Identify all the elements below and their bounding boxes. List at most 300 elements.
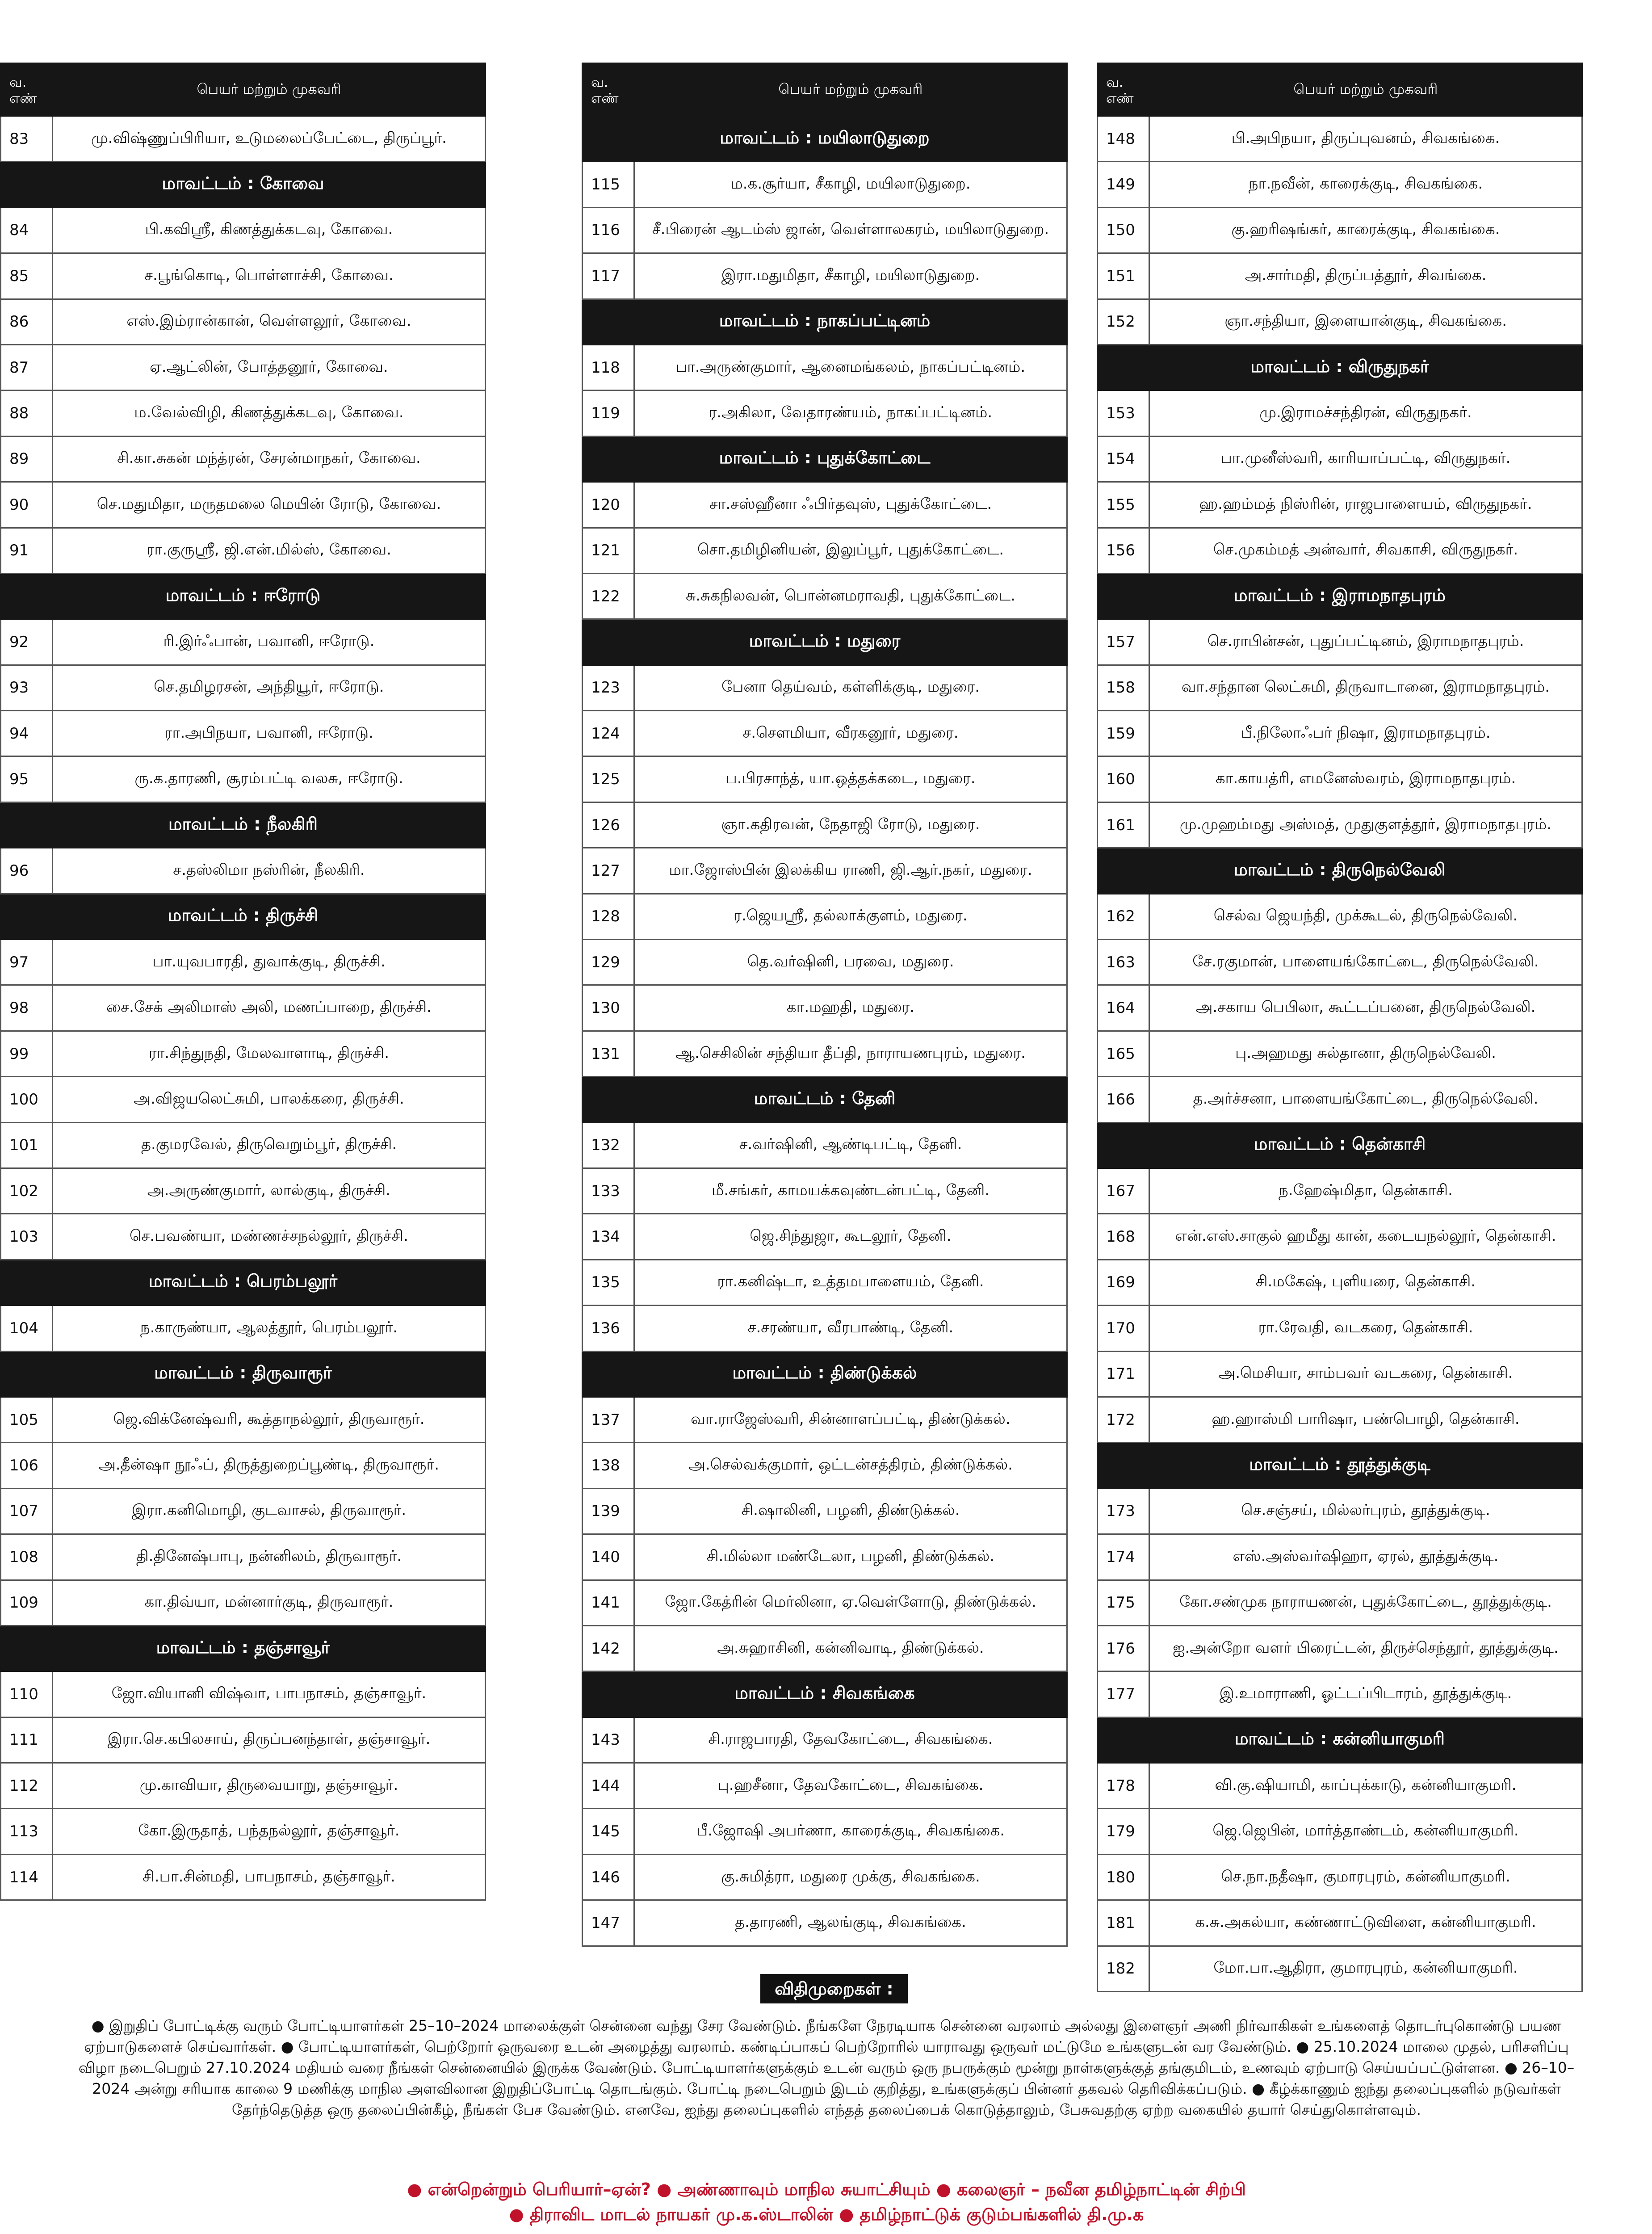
table-row (1098, 940, 1582, 985)
serial-number: 117 (583, 253, 634, 299)
serial-number: 153 (1098, 391, 1149, 436)
table-header (1, 63, 486, 116)
serial-number: 136 (583, 1306, 634, 1351)
serial-number: 89 (1, 436, 53, 482)
table-row (1, 619, 486, 665)
district-heading (1, 1625, 486, 1671)
serial-number: 132 (583, 1122, 634, 1168)
table-row (583, 1763, 1067, 1809)
table-row (1, 207, 486, 253)
participant-name-address: ந.காருண்யா, ஆலத்தூர், பெரம்பலூர். (53, 1306, 486, 1351)
district-heading (1, 894, 486, 939)
serial-number-header: வ. எண் (583, 63, 634, 116)
table-row (1098, 1946, 1582, 1991)
table-row (1, 1534, 486, 1580)
district-name: மாவட்டம் : தஞ்சாவூர் (1, 1625, 486, 1671)
serial-number: 130 (583, 985, 634, 1031)
table-header (583, 63, 1067, 116)
participant-name-address: ரா.கனிஷ்டா, உத்தமபாளையம், தேனி. (634, 1260, 1067, 1305)
table-row (583, 1580, 1067, 1625)
participant-name-address: அ.தீன்ஷா நூஃப், திருத்துறைப்பூண்டி, திருவாரூர். (53, 1443, 486, 1488)
table-row (1, 1306, 486, 1351)
district-heading (583, 1671, 1067, 1717)
participant-name-address: கு.சுமித்ரா, மதுரை முக்கு, சிவகங்கை. (634, 1854, 1067, 1900)
participant-name-address: மு.காவியா, திருவையாறு, தஞ்சாவூர். (53, 1763, 486, 1809)
serial-number: 149 (1098, 162, 1149, 207)
table-row (1098, 1900, 1582, 1946)
table-row (1098, 619, 1582, 665)
serial-number: 151 (1098, 253, 1149, 299)
participant-name-address: செ.நா.நதீஷா, குமாரபுரம், கன்னியாகுமரி. (1149, 1854, 1582, 1900)
district-name: மாவட்டம் : திருவாரூர் (1, 1351, 486, 1397)
serial-number: 118 (583, 344, 634, 390)
table-row (1, 848, 486, 894)
table-row (1098, 1809, 1582, 1854)
table-row (1098, 985, 1582, 1031)
serial-number: 170 (1098, 1306, 1149, 1351)
serial-number: 115 (583, 162, 634, 207)
district-name: மாவட்டம் : நீலகிரி (1, 802, 486, 848)
serial-number: 83 (1, 116, 53, 162)
serial-number: 159 (1098, 711, 1149, 756)
district-name: மாவட்டம் : தென்காசி (1098, 1122, 1582, 1168)
serial-number: 103 (1, 1214, 53, 1260)
serial-number: 109 (1, 1580, 53, 1625)
district-name: மாவட்டம் : தேனி (583, 1077, 1067, 1122)
participant-name-address: நா.நவீன், காரைக்குடி, சிவகங்கை. (1149, 162, 1582, 207)
participant-name-address: வா.ராஜேஸ்வரி, சின்னாளப்பட்டி, திண்டுக்கல். (634, 1397, 1067, 1442)
participant-name-address: கோ.இருதாத், பந்தநல்லூர், தஞ்சாவூர். (53, 1809, 486, 1854)
serial-number: 181 (1098, 1900, 1149, 1946)
district-name: மாவட்டம் : கன்னியாகுமரி (1098, 1717, 1582, 1763)
serial-number: 179 (1098, 1809, 1149, 1854)
serial-number: 104 (1, 1306, 53, 1351)
district-heading (1, 1260, 486, 1305)
participant-name-address: கா.மஹதி, மதுரை. (634, 985, 1067, 1031)
table-row (1098, 436, 1582, 482)
serial-number: 129 (583, 940, 634, 985)
table-row (1098, 756, 1582, 802)
participant-name-address: த.குமரவேல், திருவெறும்பூர், திருச்சி. (53, 1122, 486, 1168)
district-heading (583, 1077, 1067, 1122)
table-row (583, 344, 1067, 390)
table-row (1, 1671, 486, 1717)
participant-name-address: ர.அகிலா, வேதாரண்யம், நாகப்பட்டினம். (634, 391, 1067, 436)
table-row (583, 482, 1067, 528)
serial-number: 142 (583, 1625, 634, 1671)
participant-name-address: செ.முகம்மத் அன்வார், சிவகாசி, விருதுநகர். (1149, 528, 1582, 573)
table-row (1, 1809, 486, 1854)
table-row (583, 1214, 1067, 1260)
results-column-3 (1097, 63, 1583, 1992)
table-row (1, 711, 486, 756)
serial-number: 114 (1, 1854, 53, 1900)
serial-number: 94 (1, 711, 53, 756)
serial-number: 165 (1098, 1031, 1149, 1076)
serial-number: 126 (583, 802, 634, 848)
participant-name-address: ரா.அபிநயா, பவானி, ஈரோடு. (53, 711, 486, 756)
serial-number-header: வ. எண் (1, 63, 53, 116)
participant-name-address: அ.விஜயலெட்சுமி, பாலக்கரை, திருச்சி. (53, 1077, 486, 1122)
participant-name-address: சி.கா.சுகன் மந்த்ரன், சேரன்மாநகர், கோவை. (53, 436, 486, 482)
serial-number: 155 (1098, 482, 1149, 528)
participant-name-address: பி.அபிநயா, திருப்புவனம், சிவகங்கை. (1149, 116, 1582, 162)
district-heading (1098, 1717, 1582, 1763)
participant-name-address: செ.ராபின்சன், புதுப்பட்டினம், இராமநாதபுரம். (1149, 619, 1582, 665)
participant-name-address: செ.சஞ்சய், மில்லர்புரம், தூத்துக்குடி. (1149, 1488, 1582, 1534)
serial-number: 108 (1, 1534, 53, 1580)
district-name: மாவட்டம் : நாகப்பட்டினம் (583, 299, 1067, 344)
participant-name-address: பு.அஹமது சுல்தானா, திருநெல்வேலி. (1149, 1031, 1582, 1076)
district-heading (583, 436, 1067, 482)
district-name: மாவட்டம் : விருதுநகர் (1098, 344, 1582, 390)
serial-number: 139 (583, 1488, 634, 1534)
serial-number: 99 (1, 1031, 53, 1076)
participant-name-address: பா.அருண்குமார், ஆனைமங்கலம், நாகப்பட்டினம். (634, 344, 1067, 390)
table-row (1, 940, 486, 985)
table-row (1098, 1854, 1582, 1900)
participant-name-address: சு.சுகநிலவன், பொன்னமராவதி, புதுக்கோட்டை. (634, 573, 1067, 619)
participant-name-address: பா.யுவபாரதி, துவாக்குடி, திருச்சி. (53, 940, 486, 985)
participant-name-address: ஜெ.விக்னேஷ்வரி, கூத்தாநல்லூர், திருவாரூர். (53, 1397, 486, 1442)
serial-number: 116 (583, 207, 634, 253)
participant-name-address: எஸ்.இம்ரான்கான், வெள்ளலூர், கோவை. (53, 299, 486, 344)
table-row (1098, 1351, 1582, 1397)
district-name: மாவட்டம் : இராமநாதபுரம் (1098, 573, 1582, 619)
serial-number: 146 (583, 1854, 634, 1900)
serial-number: 102 (1, 1168, 53, 1214)
district-name: மாவட்டம் : கோவை (1, 162, 486, 207)
participant-name-address: வா.சந்தான லெட்சுமி, திருவாடானை, இராமநாதபுரம். (1149, 665, 1582, 710)
serial-number: 145 (583, 1809, 634, 1854)
participant-name-address: ரா.குருஸ்ரீ, ஜி.என்.மில்ஸ், கோவை. (53, 528, 486, 573)
participant-name-address: பி.கவிஸ்ரீ, கிணத்துக்கடவு, கோவை. (53, 207, 486, 253)
district-name: மாவட்டம் : மயிலாடுதுறை (583, 116, 1067, 162)
table-row (583, 1260, 1067, 1305)
table-row (1098, 1397, 1582, 1442)
participant-name-address: செல்வ ஜெயந்தி, முக்கூடல், திருநெல்வேலி. (1149, 894, 1582, 939)
serial-number: 113 (1, 1809, 53, 1854)
serial-number: 133 (583, 1168, 634, 1214)
serial-number: 173 (1098, 1488, 1149, 1534)
table-row (1098, 1306, 1582, 1351)
participant-name-address: ஹ.ஹாஸ்மி பாரிஷா, பண்பொழி, தென்காசி. (1149, 1397, 1582, 1442)
serial-number: 177 (1098, 1671, 1149, 1717)
serial-number: 178 (1098, 1763, 1149, 1809)
table-row (1098, 1763, 1582, 1809)
table-row (583, 894, 1067, 939)
serial-number: 121 (583, 528, 634, 573)
participant-name-address: ஜெ.ஜெபின், மார்த்தாண்டம், கன்னியாகுமரி. (1149, 1809, 1582, 1854)
table-row (1, 1443, 486, 1488)
table-row (1, 1854, 486, 1900)
participant-name-address: ரா.ரேவதி, வடகரை, தென்காசி. (1149, 1306, 1582, 1351)
table-row (1, 116, 486, 162)
table-row (1, 1580, 486, 1625)
serial-number: 167 (1098, 1168, 1149, 1214)
participant-name-address: பேனா தெய்வம், கள்ளிக்குடி, மதுரை. (634, 665, 1067, 710)
topic-list (67, 2177, 1586, 2227)
serial-number: 91 (1, 528, 53, 573)
serial-number: 112 (1, 1763, 53, 1809)
district-heading (1, 573, 486, 619)
participant-name-address: ச.சௌமியா, வீரகனூர், மதுரை. (634, 711, 1067, 756)
serial-number: 101 (1, 1122, 53, 1168)
table-row (583, 528, 1067, 573)
participant-name-address: ச.சரண்யா, வீரபாண்டி, தேனி. (634, 1306, 1067, 1351)
serial-number: 148 (1098, 116, 1149, 162)
serial-number: 160 (1098, 756, 1149, 802)
table-row (1098, 528, 1582, 573)
participant-name-address: சொ.தமிழினியன், இலுப்பூர், புதுக்கோட்டை. (634, 528, 1067, 573)
district-heading (583, 116, 1067, 162)
table-row (1, 1488, 486, 1534)
district-heading (583, 1351, 1067, 1397)
topic-line-2: ● திராவிட மாடல் நாயகர் மு.க.ஸ்டாலின் ● தமிழ்நாட்டுக் குடும்பங்களில் தி.மு.க (509, 2205, 1144, 2224)
participant-name-address: பா.முனீஸ்வரி, காரியாப்பட்டி, விருதுநகர். (1149, 436, 1582, 482)
participant-name-address: இரா.கனிமொழி, குடவாசல், திருவாரூர். (53, 1488, 486, 1534)
serial-number: 87 (1, 344, 53, 390)
serial-number: 105 (1, 1397, 53, 1442)
serial-number: 169 (1098, 1260, 1149, 1305)
district-name: மாவட்டம் : ஈரோடு (1, 573, 486, 619)
table-row (1, 1122, 486, 1168)
results-column-2 (582, 63, 1068, 1947)
table-row (1, 985, 486, 1031)
serial-number: 174 (1098, 1534, 1149, 1580)
participant-name-address: ரி.இர்ஃபான், பவானி, ஈரோடு. (53, 619, 486, 665)
table-row (1098, 1168, 1582, 1214)
participant-name-address: தெ.வர்ஷினி, பரவை, மதுரை. (634, 940, 1067, 985)
table-row (1098, 299, 1582, 344)
participant-name-address: ஹ.ஹம்மத் நிஸ்ரின், ராஜபாளையம், விருதுநகர். (1149, 482, 1582, 528)
table-row (583, 573, 1067, 619)
participant-name-address: ஏ.ஆட்லின், போத்தனூர், கோவை. (53, 344, 486, 390)
table-row (1098, 116, 1582, 162)
serial-number: 157 (1098, 619, 1149, 665)
serial-number: 86 (1, 299, 53, 344)
participant-name-address: செ.பவண்யா, மண்ணச்சநல்லூர், திருச்சி. (53, 1214, 486, 1260)
participant-name-address: கா.திவ்யா, மன்னார்குடி, திருவாரூர். (53, 1580, 486, 1625)
table-row (583, 756, 1067, 802)
serial-number: 180 (1098, 1854, 1149, 1900)
serial-number: 107 (1, 1488, 53, 1534)
serial-number: 92 (1, 619, 53, 665)
district-name: மாவட்டம் : திண்டுக்கல் (583, 1351, 1067, 1397)
table-row (1098, 1214, 1582, 1260)
serial-number: 134 (583, 1214, 634, 1260)
rules-title: விதிமுறைகள் : (760, 1974, 908, 2003)
serial-number: 88 (1, 391, 53, 436)
table-row (1, 1717, 486, 1763)
table-row (583, 1854, 1067, 1900)
serial-number: 166 (1098, 1077, 1149, 1122)
district-heading (583, 619, 1067, 665)
table-row (1098, 1625, 1582, 1671)
serial-number: 119 (583, 391, 634, 436)
table-row (583, 1488, 1067, 1534)
serial-number: 162 (1098, 894, 1149, 939)
serial-number: 127 (583, 848, 634, 894)
table-row (583, 848, 1067, 894)
serial-number: 154 (1098, 436, 1149, 482)
serial-number: 125 (583, 756, 634, 802)
district-heading (1, 1351, 486, 1397)
table-row (1098, 253, 1582, 299)
serial-number: 163 (1098, 940, 1149, 985)
participant-name-address: ஞா.கதிரவன், நேதாஜி ரோடு, மதுரை. (634, 802, 1067, 848)
table-row (583, 1443, 1067, 1488)
participant-name-address: செ.தமிழரசன், அந்தியூர், ஈரோடு. (53, 665, 486, 710)
table-row (583, 1306, 1067, 1351)
participant-name-address: மோ.பா.ஆதிரா, குமாரபுரம், கன்னியாகுமரி. (1149, 1946, 1582, 1991)
district-name: மாவட்டம் : பெரம்பலூர் (1, 1260, 486, 1305)
name-address-header: பெயர் மற்றும் முகவரி (1149, 63, 1582, 116)
table-row (1098, 1031, 1582, 1076)
table-row (1, 299, 486, 344)
participant-name-address: பீ.நிலோஃபர் நிஷா, இராமநாதபுரம். (1149, 711, 1582, 756)
district-heading (1098, 573, 1582, 619)
serial-number: 137 (583, 1397, 634, 1442)
participant-name-address: ச.வர்ஷினி, ஆண்டிபட்டி, தேனி. (634, 1122, 1067, 1168)
serial-number: 120 (583, 482, 634, 528)
participant-name-address: ரா.சிந்துநதி, மேலவாளாடி, திருச்சி. (53, 1031, 486, 1076)
table-row (1, 756, 486, 802)
district-heading (1098, 344, 1582, 390)
participant-name-address: மு.விஷ்ணுப்பிரியா, உடுமலைப்பேட்டை, திருப்பூர். (53, 116, 486, 162)
serial-number: 123 (583, 665, 634, 710)
participant-name-address: அ.மெசியா, சாம்பவர் வடகரை, தென்காசி. (1149, 1351, 1582, 1397)
participant-name-address: இ.உமாராணி, ஓட்டப்பிடாரம், தூத்துக்குடி. (1149, 1671, 1582, 1717)
serial-number-header: வ. எண் (1098, 63, 1149, 116)
table-row (1, 528, 486, 573)
serial-number: 147 (583, 1900, 634, 1946)
participant-name-address: ஞா.சந்தியா, இளையான்குடி, சிவகங்கை. (1149, 299, 1582, 344)
district-heading (1, 802, 486, 848)
table-row (583, 940, 1067, 985)
participant-name-address: இரா.செ.கபிலசாய், திருப்பனந்தாள், தஞ்சாவூர். (53, 1717, 486, 1763)
serial-number: 182 (1098, 1946, 1149, 1991)
serial-number: 138 (583, 1443, 634, 1488)
participant-name-address: ந.ஹேஷ்மிதா, தென்காசி. (1149, 1168, 1582, 1214)
table-row (583, 1534, 1067, 1580)
serial-number: 161 (1098, 802, 1149, 848)
district-heading (1098, 848, 1582, 894)
serial-number: 172 (1098, 1397, 1149, 1442)
serial-number: 122 (583, 573, 634, 619)
table-row (1098, 482, 1582, 528)
serial-number: 93 (1, 665, 53, 710)
table-row (1098, 391, 1582, 436)
serial-number: 176 (1098, 1625, 1149, 1671)
participant-name-address: ச.பூங்கொடி, பொள்ளாச்சி, கோவை. (53, 253, 486, 299)
table-row (1, 253, 486, 299)
table-row (1, 665, 486, 710)
participant-name-address: மா.ஜோஸ்பின் இலக்கிய ராணி, ஜி.ஆர்.நகர், மதுரை. (634, 848, 1067, 894)
participant-name-address: அ.சகாய பெபிலா, கூட்டப்பனை, திருநெல்வேலி. (1149, 985, 1582, 1031)
district-name: மாவட்டம் : தூத்துக்குடி (1098, 1443, 1582, 1488)
participant-name-address: அ.அருண்குமார், லால்குடி, திருச்சி. (53, 1168, 486, 1214)
participant-name-address: சி.ஷாலினி, பழனி, திண்டுக்கல். (634, 1488, 1067, 1534)
table-row (1, 436, 486, 482)
participant-name-address: அ.சார்மதி, திருப்பத்தூர், சிவங்கை. (1149, 253, 1582, 299)
participant-name-address: ம.வேல்விழி, கிணத்துக்கடவு, கோவை. (53, 391, 486, 436)
participant-name-address: கா.காயத்ரி, எமனேஸ்வரம், இராமநாதபுரம். (1149, 756, 1582, 802)
table-row (583, 665, 1067, 710)
name-address-header: பெயர் மற்றும் முகவரி (634, 63, 1067, 116)
serial-number: 85 (1, 253, 53, 299)
participant-name-address: எஸ்.அஸ்வர்ஷிஹா, ஏரல், தூத்துக்குடி. (1149, 1534, 1582, 1580)
participant-name-address: பு.ஹசீனா, தேவகோட்டை, சிவகங்கை. (634, 1763, 1067, 1809)
table-row (1098, 1534, 1582, 1580)
table-row (1, 1763, 486, 1809)
serial-number: 152 (1098, 299, 1149, 344)
participant-name-address: சி.மகேஷ், புளியரை, தென்காசி. (1149, 1260, 1582, 1305)
table-row (583, 802, 1067, 848)
participant-name-address: தி.தினேஷ்பாபு, நன்னிலம், திருவாரூர். (53, 1534, 486, 1580)
table-row (1098, 1077, 1582, 1122)
serial-number: 175 (1098, 1580, 1149, 1625)
participant-name-address: சி.மில்லா மண்டேலா, பழனி, திண்டுக்கல். (634, 1534, 1067, 1580)
participant-name-address: இரா.மதுமிதா, சீகாழி, மயிலாடுதுறை. (634, 253, 1067, 299)
serial-number: 90 (1, 482, 53, 528)
district-name: மாவட்டம் : திருநெல்வேலி (1098, 848, 1582, 894)
serial-number: 131 (583, 1031, 634, 1076)
table-row (1098, 1488, 1582, 1534)
results-column-1 (0, 63, 486, 1901)
participant-name-address: மு.முஹம்மது அஸ்மத், முதுகுளத்தூர், இராமநாதபுரம். (1149, 802, 1582, 848)
serial-number: 100 (1, 1077, 53, 1122)
serial-number: 97 (1, 940, 53, 985)
participant-name-address: மு.இராமச்சந்திரன், விருதுநகர். (1149, 391, 1582, 436)
serial-number: 111 (1, 1717, 53, 1763)
table-row (583, 1031, 1067, 1076)
participant-name-address: ப.பிரசாந்த், யா.ஒத்தக்கடை, மதுரை. (634, 756, 1067, 802)
table-row (583, 1397, 1067, 1442)
district-heading (583, 299, 1067, 344)
table-row (583, 162, 1067, 207)
participant-name-address: ஜோ.கேத்ரின் மெர்லினா, ஏ.வெள்ளோடு, திண்டுக்கல். (634, 1580, 1067, 1625)
serial-number: 128 (583, 894, 634, 939)
serial-number: 156 (1098, 528, 1149, 573)
participant-name-address: பீ.ஜோஷி அபர்ணா, காரைக்குடி, சிவகங்கை. (634, 1809, 1067, 1854)
table-row (583, 1809, 1067, 1854)
participant-name-address: கோ.சண்முக நாராயணன், புதுக்கோட்டை, தூத்துக்குடி. (1149, 1580, 1582, 1625)
participant-name-address: க.சு.அகல்யா, கண்ணாட்டுவிளை, கன்னியாகுமரி. (1149, 1900, 1582, 1946)
district-heading (1098, 1443, 1582, 1488)
serial-number: 141 (583, 1580, 634, 1625)
participant-name-address: ஜோ.வியானி விஷ்வா, பாபநாசம், தஞ்சாவூர். (53, 1671, 486, 1717)
serial-number: 168 (1098, 1214, 1149, 1260)
serial-number: 171 (1098, 1351, 1149, 1397)
participant-name-address: த.அர்ச்சனா, பாளையங்கோட்டை, திருநெல்வேலி. (1149, 1077, 1582, 1122)
serial-number: 150 (1098, 207, 1149, 253)
rules-text: ● இறுதிப் போட்டிக்கு வரும் போட்டியாளர்கள் 25–10–2024 மாலைக்குள் சென்னை வந்து சேர வேண்டும். நீங்களே நேரடியாக சென்னை வரலாம் அல்லது இளைஞர் அணி நிர்வாகிகள் உங்களைத் தொடர்புகொண்டு பயண ஏற்பாடுகளைச் செய்வார்கள். ● போட்டியாளர்கள், பெற்றோர் ஒருவரை உடன் அழைத்து வரலாம். கண்டிப்பாகப் பெற்றோரில் யாராவது ஒருவர் மட்டுமே உங்களுடன் வர வேண்டும். ● 25.10.2024 மாலை முதல், பரிசளிப்பு விழா நடைபெறும் 27.10.2024 மதியம் வரை நீங்கள் சென்னையில் இருக்க வேண்டும். போட்டியாளர்களுக்கும் உடன் வரும் ஒரு நபருக்கும் மூன்று நாள்களுக்குத் தங்குமிடம், உணவும் ஏற்பாடு செய்யப்பட்டுள்ளன. ● 26–10–2024 அன்று சரியாக காலை 9 மணிக்கு மாநில அளவிலான இறுதிப்போட்டி தொடங்கும். போட்டி நடைபெறும் இடம் குறித்து, உங்களுக்குப் பின்னர் தகவல் தெரிவிக்கப்படும். ● கீழ்க்காணும் ஐந்து தலைப்புகளில் நடுவர்கள் தேர்ந்தெடுத்த ஒரு தலைப்பின்கீழ், நீங்கள் பேச வேண்டும். எனவே, ஐந்து தலைப்புகளில் எந்தத் தலைப்பைக் கொடுத்தாலும், பேசுவதற்கு ஏற்ற வகையில் தயார் செய்துகொள்ளவும். (78, 2017, 1575, 2118)
district-name: மாவட்டம் : திருச்சி (1, 894, 486, 939)
participant-name-address: அ.சுஹாசினி, கன்னிவாடி, திண்டுக்கல். (634, 1625, 1067, 1671)
table-row (583, 1625, 1067, 1671)
table-header (1098, 63, 1582, 116)
participant-name-address: ரு.க.தாரணி, சூரம்பட்டி வலசு, ஈரோடு. (53, 756, 486, 802)
participant-name-address: வி.கு.ஷியாமி, காப்புக்காடு, கன்னியாகுமரி. (1149, 1763, 1582, 1809)
participant-name-address: என்.எஸ்.சாகுல் ஹமீது கான், கடையநல்லூர், தென்காசி. (1149, 1214, 1582, 1260)
participant-name-address: ஜெ.சிந்துஜா, கூடலூர், தேனி. (634, 1214, 1067, 1260)
table-row (583, 1122, 1067, 1168)
serial-number: 164 (1098, 985, 1149, 1031)
participant-name-address: சா.சஸ்ஹீனா ஃபிர்தவுஸ், புதுக்கோட்டை. (634, 482, 1067, 528)
participant-name-address: மீ.சங்கர், காமயக்கவுண்டன்பட்டி, தேனி. (634, 1168, 1067, 1214)
serial-number: 96 (1, 848, 53, 894)
